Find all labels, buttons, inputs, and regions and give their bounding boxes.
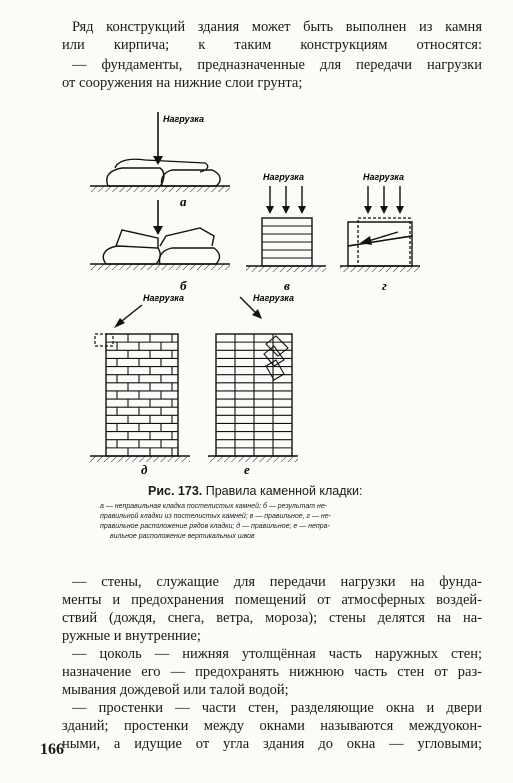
body-line-10: ными, а идущие от угла здания до окна — угловыми; — [62, 736, 482, 752]
diagram-e — [208, 293, 298, 477]
figure-number: Рис. 173. — [148, 484, 203, 498]
body-line-3: ствий (дождя, снега, ветра, мороза); стены делятся на на- — [62, 610, 482, 626]
letter-d: д — [141, 462, 148, 477]
caption-line-3: правильное расположение рядов кладки; д — правильное; е — непра- — [100, 523, 330, 530]
figure-title: Правила каменной кладки: — [202, 484, 363, 498]
caption-line-4: вильное расположение вертикальных швов — [110, 533, 255, 540]
body-line-2: менты и предохранения помещений от атмосферных воздей- — [62, 592, 482, 608]
body-line-6: назначение его — предохранять нижнюю часть стен от раз- — [62, 664, 482, 680]
body-line-5: — цоколь — нижняя утолщённая часть наружных стен; — [72, 646, 482, 662]
figure-caption-title — [148, 484, 362, 498]
intro-line-1: Ряд конструкций здания может быть выполнен из камня — [72, 19, 482, 35]
body-line-7: мывания дождевой или талой водой; — [62, 682, 289, 698]
intro-line-4: от сооружения на нижние слои грунта; — [62, 75, 303, 91]
load-label-e: Нагрузка — [253, 293, 294, 303]
body-line-1: — стены, служащие для передачи нагрузки на фунда- — [72, 574, 482, 590]
diagram-g — [340, 172, 420, 293]
letter-e: е — [244, 462, 250, 477]
caption-line-2: правильной кладки из постелистых камней; в — правильное, г — не- — [100, 513, 331, 520]
body-line-4: ружные и внутренние; — [62, 628, 201, 644]
diagram-d — [90, 293, 190, 477]
letter-a: а — [180, 194, 187, 209]
page-number: 166 — [40, 741, 64, 758]
letter-g: г — [382, 278, 387, 293]
intro-line-3: — фундаменты, предназначенные для передачи нагрузки — [72, 57, 482, 73]
intro-line-2: или кирпича; к таким конструкциям относятся: — [62, 37, 482, 53]
load-label-a: Нагрузка — [163, 114, 204, 124]
load-label-g: Нагрузка — [363, 172, 404, 182]
load-label-d: Нагрузка — [143, 293, 184, 303]
caption-line-1: а — неправильная кладка постелистых камней; б — результат не- — [100, 503, 328, 510]
diagram-v — [246, 172, 326, 293]
letter-v: в — [284, 278, 290, 293]
diagram-a — [90, 112, 230, 209]
load-label-v: Нагрузка — [263, 172, 304, 182]
diagram-b — [90, 200, 230, 293]
letter-b: б — [180, 278, 187, 293]
body-line-9: зданий; простенки между окнами называются междуокон- — [62, 718, 482, 734]
body-line-8: — простенки — части стен, разделяющие окна и двери — [72, 700, 482, 716]
